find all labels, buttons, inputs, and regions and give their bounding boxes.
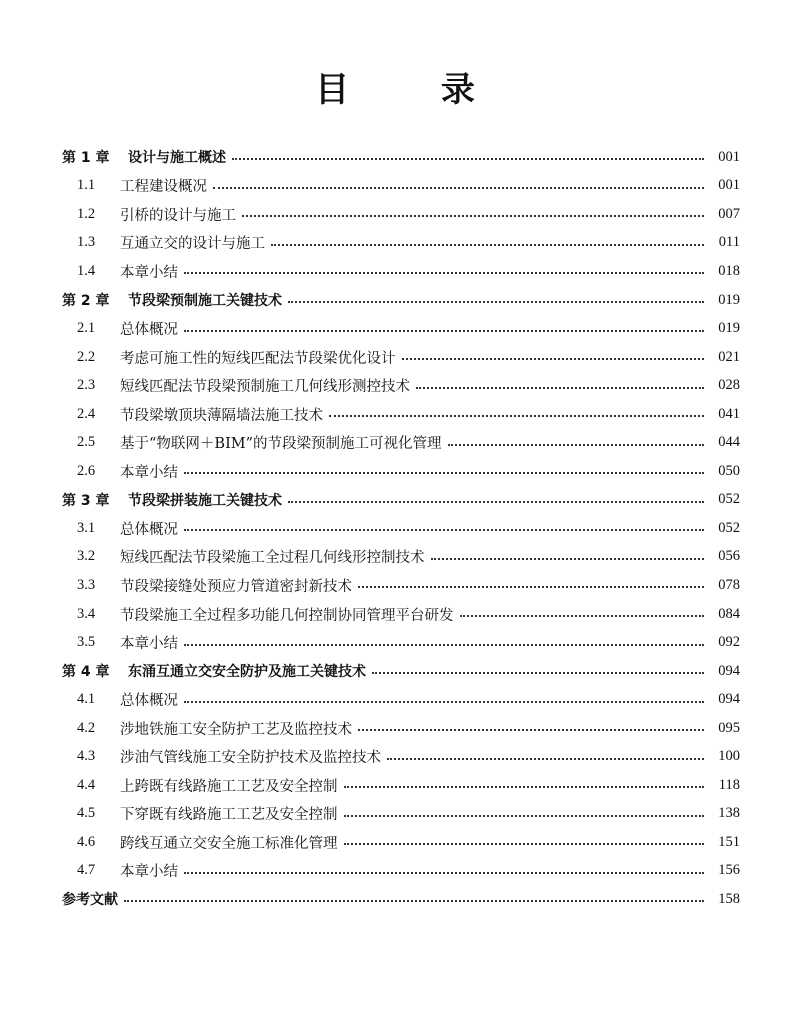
- toc-page-number: 050: [718, 462, 740, 479]
- toc-page-number: 044: [718, 434, 740, 451]
- toc-page-number: 095: [718, 719, 740, 736]
- toc-entry-title: 本章小结: [120, 464, 178, 481]
- dot-leader: [358, 586, 704, 588]
- dot-leader: [344, 786, 705, 788]
- table-of-contents: [62, 143, 740, 914]
- dot-leader: [460, 615, 705, 617]
- toc-page-number: 158: [718, 890, 740, 907]
- toc-entry-number: 3.5: [77, 634, 96, 651]
- toc-entry-number: 2.6: [77, 462, 96, 479]
- toc-section-entry: [62, 257, 740, 286]
- dot-leader: [358, 729, 704, 731]
- toc-entry-title: 设计与施工概述: [128, 150, 226, 167]
- toc-entry-title: 基于“物联网＋BIM”的节段梁预制施工可视化管理: [120, 436, 442, 453]
- dot-leader: [344, 815, 705, 817]
- dot-leader: [431, 558, 705, 560]
- toc-entry-number: 3.2: [77, 548, 96, 565]
- toc-section-entry: [62, 685, 740, 714]
- toc-entry-title: 节段梁接缝处预应力管道密封新技术: [120, 578, 352, 595]
- toc-entry-number: 4.6: [77, 833, 96, 850]
- toc-section-entry: [62, 571, 740, 600]
- dot-leader: [184, 472, 704, 474]
- toc-entry-number: 1.4: [77, 262, 96, 279]
- dot-leader: [232, 158, 704, 160]
- toc-entry-number: 2.1: [77, 320, 96, 337]
- toc-entry-title: 节段梁施工全过程多功能几何控制协同管理平台研发: [120, 607, 454, 624]
- toc-entry-number: 3.1: [77, 519, 96, 536]
- toc-page-number: 151: [718, 833, 740, 850]
- dot-leader: [387, 758, 704, 760]
- toc-entry-title: 上跨既有线路施工工艺及安全控制: [120, 778, 338, 795]
- dot-leader: [416, 387, 704, 389]
- toc-section-entry: [62, 371, 740, 400]
- dot-leader: [184, 529, 704, 531]
- toc-entry-title: 本章小结: [120, 264, 178, 281]
- toc-section-entry: [62, 514, 740, 543]
- toc-entry-number: 1.2: [77, 205, 96, 222]
- toc-section-entry: [62, 857, 740, 886]
- toc-section-entry: [62, 200, 740, 229]
- dot-leader: [184, 701, 704, 703]
- dot-leader: [213, 187, 704, 189]
- toc-entry-title: 互通立交的设计与施工: [120, 236, 265, 253]
- toc-section-entry: [62, 771, 740, 800]
- toc-entry-title: 本章小结: [120, 864, 178, 881]
- toc-entry-number: 3.3: [77, 576, 96, 593]
- toc-page-number: 021: [718, 348, 740, 365]
- dot-leader: [329, 415, 704, 417]
- toc-chapter-entry: [62, 885, 740, 914]
- toc-chapter-entry: [62, 143, 740, 172]
- toc-section-entry: [62, 714, 740, 743]
- toc-page-number: 094: [718, 662, 740, 679]
- toc-entry-number: 2.3: [77, 377, 96, 394]
- toc-entry-number: 1.1: [77, 177, 96, 194]
- toc-section-entry: [62, 457, 740, 486]
- toc-entry-title: 节段梁拼装施工关键技术: [128, 492, 282, 509]
- toc-page-number: 094: [718, 691, 740, 708]
- toc-entry-title: 下穿既有线路施工工艺及安全控制: [120, 807, 338, 824]
- toc-section-entry: [62, 628, 740, 657]
- page-title: 目 录: [315, 70, 515, 110]
- toc-page-number: 028: [718, 377, 740, 394]
- toc-entry-number: 2.2: [77, 348, 96, 365]
- dot-leader: [344, 843, 705, 845]
- toc-chapter-entry: [62, 486, 740, 515]
- toc-page-number: 041: [718, 405, 740, 422]
- dot-leader: [271, 244, 704, 246]
- dot-leader: [184, 272, 704, 274]
- toc-page-number: 018: [718, 262, 740, 279]
- toc-entry-title: 总体概况: [120, 322, 178, 339]
- toc-entry-title: 参考文献: [62, 892, 118, 909]
- toc-entry-number: 第 1 章: [62, 150, 110, 167]
- toc-section-entry: [62, 400, 740, 429]
- dot-leader: [242, 215, 704, 217]
- toc-chapter-entry: [62, 286, 740, 315]
- toc-page-number: 118: [718, 776, 740, 793]
- dot-leader: [184, 872, 704, 874]
- toc-page-number: 001: [718, 177, 740, 194]
- dot-leader: [448, 444, 704, 446]
- toc-entry-number: 第 2 章: [62, 293, 110, 309]
- dot-leader: [124, 900, 704, 902]
- toc-entry-title: 引桥的设计与施工: [120, 207, 236, 224]
- toc-entry-title: 本章小结: [120, 636, 178, 653]
- toc-page-number: 084: [718, 605, 740, 622]
- toc-section-entry: [62, 314, 740, 343]
- toc-section-entry: [62, 343, 740, 372]
- dot-leader: [184, 644, 704, 646]
- toc-entry-title: 短线匹配法节段梁预制施工几何线形测控技术: [120, 379, 410, 396]
- toc-section-entry: [62, 428, 740, 457]
- toc-entry-title: 短线匹配法节段梁施工全过程几何线形控制技术: [120, 550, 425, 567]
- toc-entry-title: 节段梁预制施工关键技术: [128, 293, 282, 309]
- toc-page-number: 056: [718, 548, 740, 565]
- toc-page-number: 011: [718, 234, 740, 251]
- toc-chapter-entry: [62, 657, 740, 686]
- dot-leader: [288, 501, 704, 503]
- toc-section-entry: [62, 229, 740, 258]
- toc-section-entry: [62, 600, 740, 629]
- dot-leader: [372, 672, 704, 674]
- toc-page-number: 092: [718, 634, 740, 651]
- toc-entry-number: 第 4 章: [62, 664, 110, 681]
- toc-page-number: 007: [718, 205, 740, 222]
- toc-entry-title: 跨线互通立交安全施工标准化管理: [120, 835, 338, 852]
- toc-page-number: 019: [718, 291, 740, 308]
- toc-entry-title: 涉油气管线施工安全防护技术及监控技术: [120, 750, 381, 767]
- toc-section-entry: [62, 828, 740, 857]
- toc-entry-title: 东涌互通立交安全防护及施工关键技术: [128, 664, 366, 681]
- toc-entry-title: 工程建设概况: [120, 179, 207, 196]
- toc-section-entry: [62, 800, 740, 829]
- toc-entry-number: 1.3: [77, 234, 96, 251]
- toc-entry-number: 4.3: [77, 748, 96, 765]
- toc-page-number: 100: [718, 748, 740, 765]
- toc-entry-number: 2.4: [77, 405, 96, 422]
- toc-page-number: 052: [718, 491, 740, 508]
- toc-section-entry: [62, 543, 740, 572]
- dot-leader: [402, 358, 705, 360]
- toc-page-number: 138: [718, 805, 740, 822]
- toc-entry-number: 4.1: [77, 691, 96, 708]
- toc-section-entry: [62, 172, 740, 201]
- toc-page-number: 052: [718, 519, 740, 536]
- toc-page-number: 019: [718, 320, 740, 337]
- toc-entry-number: 第 3 章: [62, 492, 110, 509]
- dot-leader: [288, 301, 704, 303]
- toc-entry-title: 考虑可施工性的短线匹配法节段梁优化设计: [120, 350, 396, 367]
- toc-entry-number: 4.5: [77, 805, 96, 822]
- toc-page-number: 078: [718, 576, 740, 593]
- toc-entry-title: 节段梁墩顶块薄隔墙法施工技术: [120, 407, 323, 424]
- toc-entry-title: 涉地铁施工安全防护工艺及监控技术: [120, 721, 352, 738]
- toc-entry-number: 4.4: [77, 776, 96, 793]
- toc-entry-number: 4.7: [77, 862, 96, 879]
- toc-page-number: 001: [718, 148, 740, 165]
- toc-entry-title: 总体概况: [120, 693, 178, 710]
- toc-entry-title: 总体概况: [120, 521, 178, 538]
- toc-section-entry: [62, 742, 740, 771]
- toc-entry-number: 4.2: [77, 719, 96, 736]
- toc-entry-number: 2.5: [77, 434, 96, 451]
- dot-leader: [184, 330, 704, 332]
- toc-page-number: 156: [718, 862, 740, 879]
- toc-entry-number: 3.4: [77, 605, 96, 622]
